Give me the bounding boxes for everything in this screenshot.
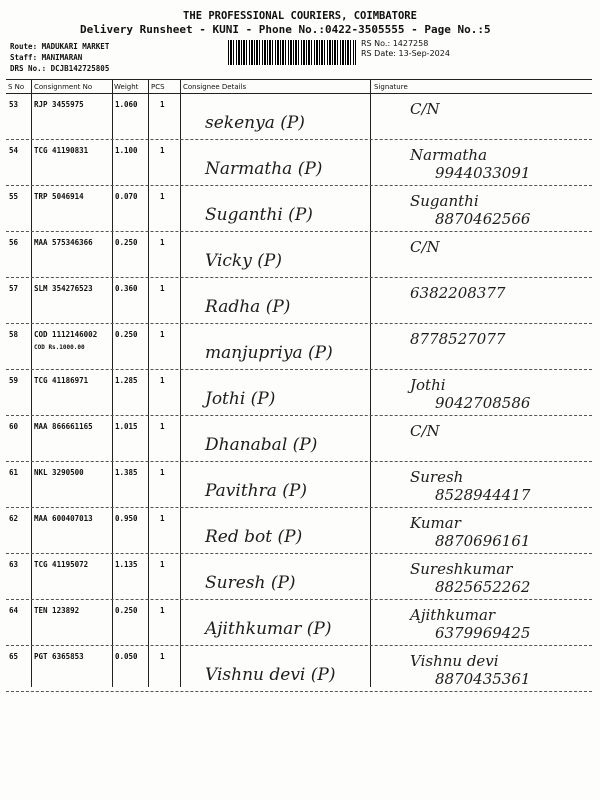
row-consignee-handwritten: Pavithra (P) — [205, 481, 307, 501]
row-divider — [6, 691, 592, 692]
row-signature-line1: Suresh — [410, 468, 464, 486]
row-weight: 0.250 — [115, 330, 138, 339]
row-weight: 1.100 — [115, 146, 138, 155]
row-signature-line1: Ajithkumar — [410, 606, 496, 624]
staff-label: Staff: MANIMARAN — [10, 53, 83, 62]
row-signature-line2: 9944033091 — [435, 164, 531, 182]
row-weight: 0.250 — [115, 238, 138, 247]
row-signature-line2: 8870696161 — [435, 532, 531, 550]
row-signature-line1: 6382208377 — [410, 284, 506, 302]
row-consignment-no: TCG 41190831 — [34, 146, 89, 155]
row-divider — [6, 553, 592, 554]
row-sno: 53 — [9, 100, 19, 109]
row-consignment-no: SLM 354276523 — [34, 284, 93, 293]
row-weight: 1.015 — [115, 422, 138, 431]
row-consignment-no: PGT 6365853 — [34, 652, 84, 661]
row-consignment-no: MAA 866661165 — [34, 422, 93, 431]
row-divider — [6, 231, 592, 232]
row-signature-line1: Jothi — [410, 376, 446, 394]
row-consignment-no: TRP 5046914 — [34, 192, 84, 201]
row-weight: 0.050 — [115, 652, 138, 661]
row-sno: 59 — [9, 376, 19, 385]
row-sno: 57 — [9, 284, 19, 293]
row-divider — [6, 645, 592, 646]
row-sno: 55 — [9, 192, 19, 201]
row-consignee-handwritten: Suganthi (P) — [205, 205, 313, 225]
row-cod-note: COD Rs.1000.00 — [34, 344, 85, 351]
row-signature-line2: 8825652262 — [435, 578, 531, 596]
row-divider — [6, 369, 592, 370]
column-header-consignment: Consignment No — [34, 83, 93, 91]
row-pcs: 1 — [160, 514, 165, 523]
row-weight: 0.070 — [115, 192, 138, 201]
row-sno: 62 — [9, 514, 19, 523]
row-weight: 0.250 — [115, 606, 138, 615]
row-divider — [6, 277, 592, 278]
row-sno: 54 — [9, 146, 19, 155]
row-pcs: 1 — [160, 560, 165, 569]
row-divider — [6, 323, 592, 324]
row-pcs: 1 — [160, 468, 165, 477]
row-divider — [6, 185, 592, 186]
row-consignee-handwritten: Vicky (P) — [205, 251, 282, 271]
row-consignee-handwritten: Radha (P) — [205, 297, 291, 317]
row-sno: 60 — [9, 422, 19, 431]
row-consignment-no: COD 1112146002 — [34, 330, 98, 339]
barcode — [228, 40, 356, 65]
row-consignee-handwritten: sekenya (P) — [205, 113, 305, 133]
row-weight: 1.385 — [115, 468, 138, 477]
row-consignment-no: MAA 575346366 — [34, 238, 93, 247]
row-signature-line1: Sureshkumar — [410, 560, 513, 578]
row-pcs: 1 — [160, 146, 165, 155]
row-consignee-handwritten: Vishnu devi (P) — [205, 665, 336, 685]
row-pcs: 1 — [160, 284, 165, 293]
row-divider — [6, 139, 592, 140]
row-consignee-handwritten: Jothi (P) — [205, 389, 276, 409]
row-signature-line1: C/N — [410, 422, 440, 440]
row-sno: 58 — [9, 330, 19, 339]
row-consignment-no: TCG 41186971 — [34, 376, 89, 385]
drs-label: DRS No.: DCJB142725805 — [10, 64, 110, 73]
row-weight: 1.060 — [115, 100, 138, 109]
row-signature-line2: 6379969425 — [435, 624, 531, 642]
row-sno: 63 — [9, 560, 19, 569]
column-header-consignee: Consignee Details — [183, 83, 247, 91]
column-header-weight: Weight — [114, 83, 139, 91]
rs-number: RS No.: 1427258 — [361, 39, 429, 48]
row-signature-line2: 9042708586 — [435, 394, 531, 412]
row-consignment-no: MAA 600407013 — [34, 514, 93, 523]
route-label: Route: MADUKARI MARKET — [10, 42, 110, 51]
row-pcs: 1 — [160, 330, 165, 339]
row-weight: 0.360 — [115, 284, 138, 293]
column-header-pcs: PCS — [151, 83, 165, 91]
row-divider — [6, 461, 592, 462]
row-divider — [6, 599, 592, 600]
row-consignment-no: NKL 3290500 — [34, 468, 84, 477]
row-signature-line2: 8528944417 — [435, 486, 531, 504]
row-weight: 0.950 — [115, 514, 138, 523]
column-header-sno: S No — [8, 83, 25, 91]
row-consignment-no: RJP 3455975 — [34, 100, 84, 109]
row-signature-line1: Kumar — [410, 514, 461, 532]
row-divider — [6, 415, 592, 416]
row-signature-line1: 8778527077 — [410, 330, 506, 348]
row-divider — [6, 507, 592, 508]
row-pcs: 1 — [160, 376, 165, 385]
row-sno: 56 — [9, 238, 19, 247]
row-consignee-handwritten: Ajithkumar (P) — [205, 619, 332, 639]
row-consignee-handwritten: Dhanabal (P) — [205, 435, 318, 455]
company-title: THE PROFESSIONAL COURIERS, COIMBATORE — [183, 10, 417, 22]
row-consignee-handwritten: manjupriya (P) — [205, 343, 333, 363]
row-signature-line1: C/N — [410, 100, 440, 118]
row-consignee-handwritten: Red bot (P) — [205, 527, 303, 547]
row-signature-line2: 8870462566 — [435, 210, 531, 228]
row-pcs: 1 — [160, 652, 165, 661]
row-consignee-handwritten: Suresh (P) — [205, 573, 296, 593]
row-signature-line2: 8870435361 — [435, 670, 531, 688]
column-header-signature: Signature — [374, 83, 408, 91]
row-weight: 1.135 — [115, 560, 138, 569]
row-sno: 64 — [9, 606, 19, 615]
row-pcs: 1 — [160, 238, 165, 247]
row-signature-line1: Narmatha — [410, 146, 488, 164]
runsheet-title: Delivery Runsheet - KUNI - Phone No.:0422-3505555 - Page No.:5 — [80, 23, 491, 36]
row-consignment-no: TCG 41195072 — [34, 560, 89, 569]
row-pcs: 1 — [160, 422, 165, 431]
row-sno: 65 — [9, 652, 19, 661]
row-consignee-handwritten: Narmatha (P) — [205, 159, 323, 179]
row-signature-line1: Suganthi — [410, 192, 479, 210]
row-sno: 61 — [9, 468, 19, 477]
rs-date: RS Date: 13-Sep-2024 — [361, 49, 450, 58]
row-pcs: 1 — [160, 606, 165, 615]
row-consignment-no: TEN 123892 — [34, 606, 80, 615]
row-signature-line1: C/N — [410, 238, 440, 256]
row-pcs: 1 — [160, 100, 165, 109]
row-pcs: 1 — [160, 192, 165, 201]
row-signature-line1: Vishnu devi — [410, 652, 499, 670]
row-weight: 1.285 — [115, 376, 138, 385]
